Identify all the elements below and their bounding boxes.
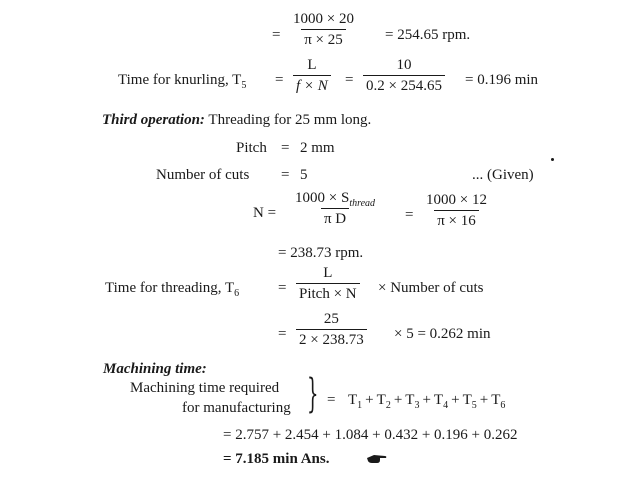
- fraction-n-values: [423, 193, 490, 229]
- fraction-threading-values: [296, 312, 367, 348]
- fraction-denominator: f × N: [293, 75, 331, 94]
- n-lhs: N =: [253, 205, 277, 221]
- eq-sign: =: [278, 280, 287, 296]
- fraction-threading: [296, 266, 360, 302]
- t-subscript: 1: [357, 400, 363, 411]
- fraction-denominator: 2 × 238.73: [296, 329, 367, 348]
- fraction-numerator: 25: [323, 311, 339, 327]
- result-knurl-time: = 0.196 min: [465, 72, 539, 88]
- t-term: $T_3$: [405, 392, 420, 411]
- plus-sign: +: [422, 392, 431, 408]
- fraction-n-formula: [292, 191, 378, 227]
- fraction-numerator: 1000 × 20: [293, 11, 354, 27]
- eq-sign: =: [345, 72, 354, 88]
- eq-sign: =: [405, 207, 414, 223]
- t-term: $T_1$: [348, 392, 363, 411]
- right-brace: }: [307, 371, 319, 417]
- sum-values: = 2.757 + 2.454 + 1.084 + 0.432 + 0.196 + 0.262: [223, 427, 518, 443]
- final-answer: = 7.185 min Ans.: [223, 451, 330, 467]
- t-sum-expression: [348, 392, 506, 411]
- fraction-denominator: Pitch × N: [296, 283, 360, 302]
- fraction-numerator: L: [323, 265, 333, 281]
- cuts-label: Number of cuts: [156, 167, 250, 183]
- fraction-numerator: 1000 × 12: [426, 192, 487, 208]
- knurling-label: Time for knurling, $T_5$: [118, 72, 247, 91]
- fraction-numerator: 10: [396, 57, 412, 73]
- fraction-denominator: π D: [321, 208, 349, 227]
- stray-dot: [551, 158, 554, 161]
- eq-sign: =: [278, 326, 287, 342]
- eq-sign: =: [272, 27, 281, 43]
- third-operation-heading: Third operation: Threading for 25 mm long.: [102, 112, 372, 128]
- threading-tail: × Number of cuts: [378, 280, 484, 296]
- fraction-denominator: 0.2 × 254.65: [363, 75, 445, 94]
- cuts-value: 5: [300, 167, 308, 183]
- t-subscript: 5: [471, 400, 477, 411]
- fraction-knurl-values: [363, 58, 445, 94]
- machining-line1: Machining time required: [130, 380, 280, 396]
- t-term: $T_2$: [376, 392, 391, 411]
- given-note: ... (Given): [472, 167, 534, 183]
- t-term: $T_5$: [462, 392, 477, 411]
- plus-sign: +: [451, 392, 460, 408]
- fraction-denominator: π × 25: [301, 29, 346, 48]
- plus-sign: +: [479, 392, 489, 408]
- fraction-denominator: π × 16: [434, 210, 479, 229]
- plus-sign: +: [365, 392, 374, 408]
- t-term: $T_4$: [433, 392, 449, 411]
- fraction-numerator: $1000 \times S_{thread}$: [295, 190, 376, 209]
- threading-result: × 5 = 0.262 min: [394, 326, 491, 342]
- eq-sign: =: [281, 167, 290, 183]
- fraction-rpm: [290, 12, 357, 48]
- pitch-value: 2 mm: [300, 140, 335, 156]
- t-term: $T_6$: [491, 392, 506, 411]
- eq-sign: =: [281, 140, 290, 156]
- n-result: = 238.73 rpm.: [278, 245, 364, 261]
- machining-time-heading: Machining time:: [103, 361, 207, 377]
- eq-sign: =: [275, 72, 284, 88]
- t-subscript: 6: [500, 400, 506, 411]
- plus-sign: +: [393, 392, 403, 408]
- pointing-hand-icon: [366, 451, 388, 465]
- pitch-label: Pitch: [236, 140, 267, 156]
- t-subscript: 3: [414, 400, 420, 411]
- machining-line2: for manufacturing: [182, 400, 291, 416]
- fraction-numerator: L: [307, 57, 317, 73]
- t-subscript: 2: [385, 400, 391, 411]
- fraction-l-fn: [293, 58, 331, 94]
- threading-label: Time for threading, $T_6$: [105, 280, 240, 299]
- result-rpm: = 254.65 rpm.: [385, 27, 471, 43]
- t-subscript: 4: [443, 400, 449, 411]
- eq-sign: =: [327, 392, 336, 408]
